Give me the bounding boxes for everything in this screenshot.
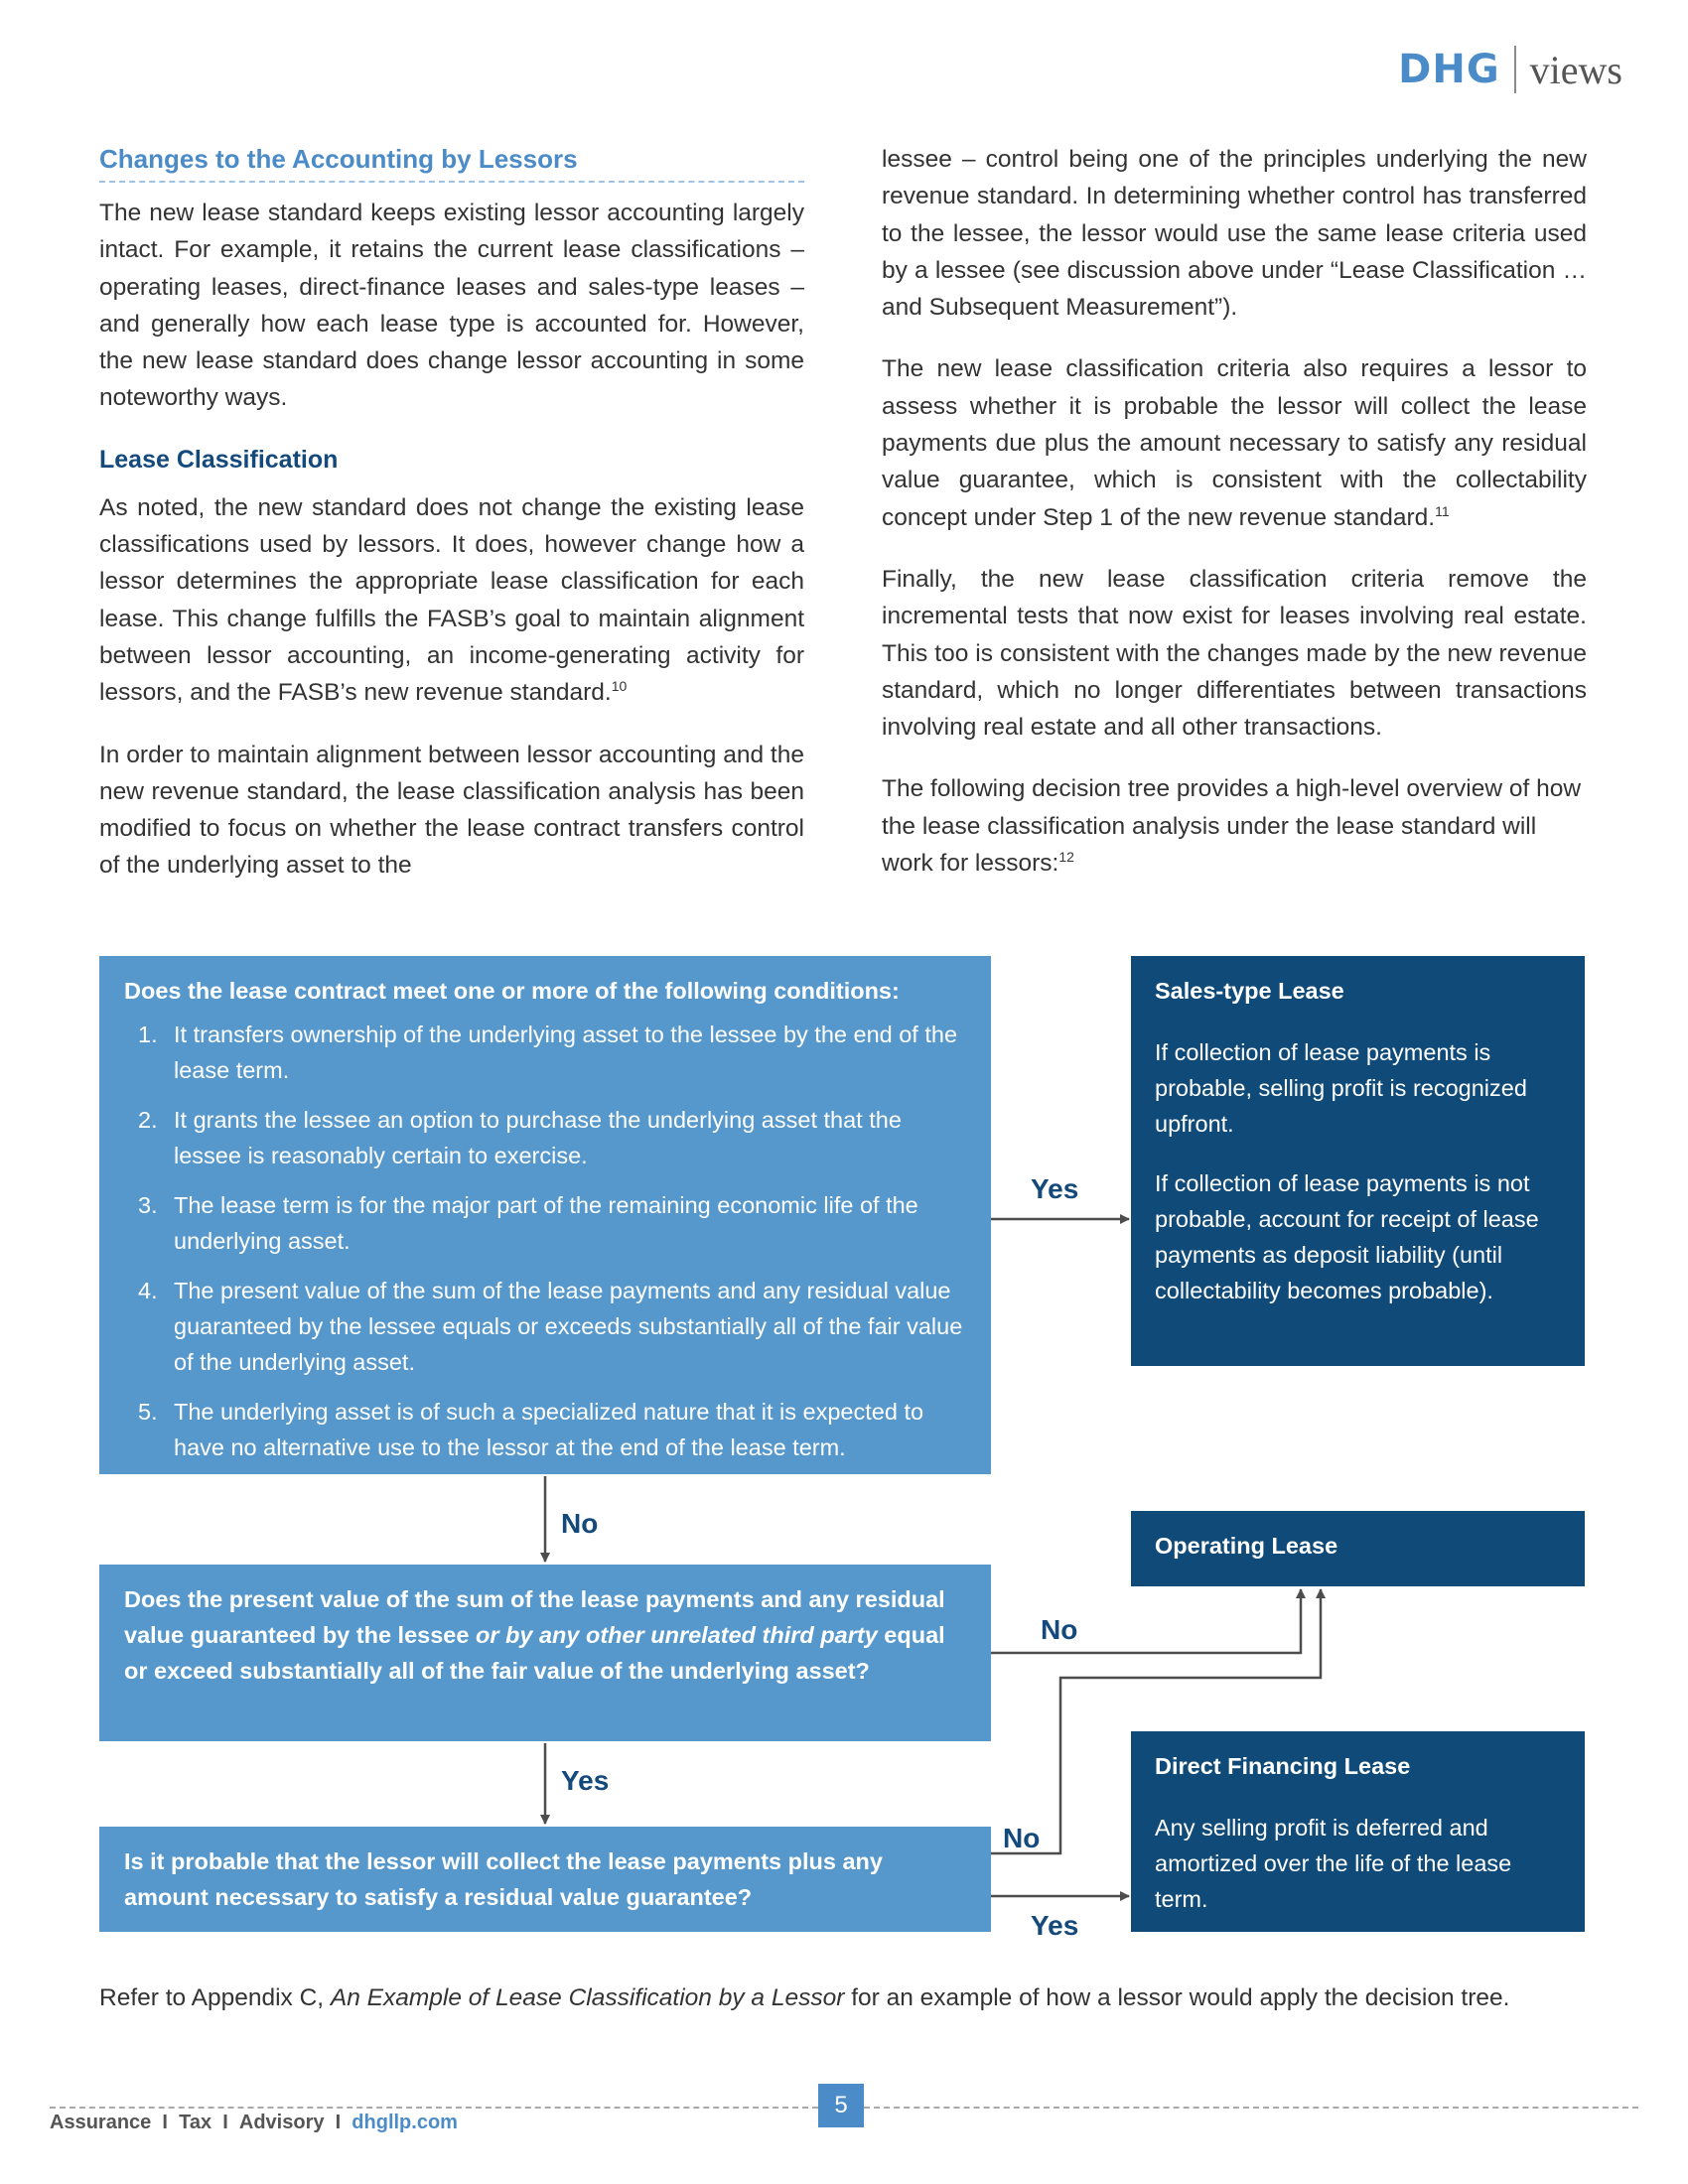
footnote-ref: 11 [1435, 502, 1450, 519]
sales-type-text-1: If collection of lease payments is probable, selling profit is recognized upfront. [1155, 1039, 1527, 1137]
question-emphasis: or by any other unrelated third party [475, 1622, 878, 1648]
sales-type-title: Sales-type Lease [1155, 978, 1344, 1004]
label-yes: Yes [561, 1765, 610, 1796]
question-text: Is it probable that the lessor will collect the lease payments plus any amount necessary to satisfy a residual value guarantee? [124, 1848, 883, 1910]
paragraph: Finally, the new lease classification criteria remove the incremental tests that now exist for leases involving real estate. This too is consistent with the changes made by the new revenue standard, which no longer differentiates between transactions involving real estate and all other transactions. [882, 565, 1587, 742]
footnote-ref: 12 [1058, 848, 1074, 865]
footer-advisory: Advisory [238, 2112, 325, 2133]
footer-website-link[interactable]: dhgllp.com [352, 2112, 458, 2133]
footer-assurance: Assurance [50, 2112, 152, 2133]
condition-number: 3. [138, 1192, 158, 1218]
footnote-ref: 10 [611, 678, 628, 695]
subheading: Lease Classification [99, 445, 339, 474]
footer-separator: I [162, 2112, 168, 2133]
question-title: Does the lease contract meet one or more of the following conditions: [124, 978, 900, 1004]
paragraph-text: As noted, the new standard does not change the existing lease classifications used by lessors. It does, however change how a lessor determines the appropriate lease classification for each lease. This change fulfills the FASB’s goal to maintain alignment between lessor accounting, an income-generating activity for lessors, and the FASB’s new revenue standard. [99, 493, 804, 707]
condition-text: The underlying asset is of such a specialized nature that it is expected to have no alternative use to the lessor at the end of the lease term. [174, 1399, 924, 1460]
text: Refer to Appendix C, [99, 1984, 331, 2011]
operating-lease-title: Operating Lease [1155, 1533, 1338, 1559]
direct-financing-title: Direct Financing Lease [1155, 1753, 1411, 1779]
paragraph: lessee – control being one of the principles underlying the new revenue standard. In determining whether control has transferred to the lessee, the lessor would use the same lease criteria used by a lessee (see discussion above under “Lease Classification … and Subsequent Measurement”). [882, 146, 1587, 322]
section-heading: Changes to the Accounting by Lessors [99, 141, 804, 183]
condition-text: It grants the lessee an option to purchase the underlying asset that the lessee is reasonably certain to exercise. [174, 1107, 902, 1168]
question-part: equal or exceed substantially all of the fair value of the underlying asset? [124, 1622, 945, 1684]
footer-separator: I [335, 2112, 342, 2133]
condition-number: 5. [138, 1399, 158, 1425]
question-part: Does the present value of the sum of the lease payments and any residual value guaranteed by the lessee [124, 1586, 945, 1648]
logo-brand: DHG [1398, 47, 1500, 92]
label-yes: Yes [1031, 1173, 1079, 1204]
footer-tax: Tax [179, 2112, 212, 2133]
condition-text: The lease term is for the major part of the remaining economic life of the underlying asset. [174, 1192, 918, 1254]
label-yes: Yes [1031, 1910, 1079, 1941]
paragraph: The new lease standard keeps existing lessor accounting largely intact. For example, it retains the current lease classifications – operating leases, direct-finance leases and sales-type leases – and generally how each lease type is accounted for. However, the new lease standard does change lessor accounting in some noteworthy ways. [99, 200, 804, 412]
page-number: 5 [818, 2084, 864, 2127]
label-no: No [561, 1508, 599, 1539]
sales-type-text-2: If collection of lease payments is not probable, account for receipt of lease payments as deposit liability (until collectability becomes probable). [1155, 1170, 1539, 1303]
condition-number: 2. [138, 1107, 158, 1133]
paragraph: In order to maintain alignment between lessor accounting and the new revenue standard, the lease classification analysis has been modified to focus on whether the lease contract transfers control of the underlying asset to the [99, 741, 804, 880]
paragraph-text: The new lease classification criteria also requires a lessor to assess whether it is probable the lessor will collect the lease payments due plus the amount necessary to satisfy any residual value guarantee, which is consistent with the collectability concept under Step 1 of the new revenue standard. [882, 355, 1587, 531]
text: for an example of how a lessor would apply the decision tree. [844, 1984, 1510, 2011]
appendix-reference [99, 1979, 1587, 2016]
logo-word: views [1529, 47, 1622, 92]
direct-financing-text: Any selling profit is deferred and amortized over the life of the lease term. [1155, 1815, 1512, 1912]
footer-separator: I [222, 2112, 228, 2133]
footer-services [50, 2109, 458, 2136]
arrow-q2-no [991, 1589, 1301, 1653]
condition-text: The present value of the sum of the lease payments and any residual value guaranteed by the lessee equals or exceeds substantially all of the fair value of the underlying asset. [174, 1278, 963, 1375]
label-no: No [1041, 1614, 1078, 1645]
label-no: No [1003, 1823, 1041, 1853]
footer-divider [864, 2107, 1638, 2109]
condition-text: It transfers ownership of the underlying asset to the lessee by the end of the lease term. [174, 1022, 958, 1083]
condition-number: 4. [138, 1278, 158, 1303]
paragraph-text: The following decision tree provides a high-level overview of how the lease classification analysis under the lease standard will work for lessors: [882, 775, 1582, 878]
appendix-title: An Example of Lease Classification by a Lessor [330, 1984, 845, 2011]
condition-number: 1. [138, 1022, 158, 1047]
